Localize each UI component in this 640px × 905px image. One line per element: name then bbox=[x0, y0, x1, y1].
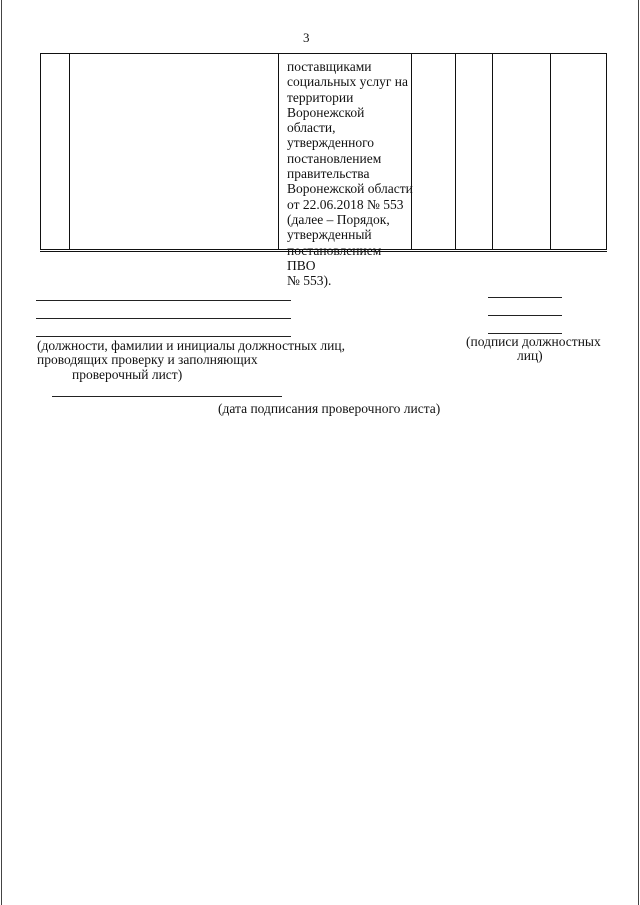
checklist-table-fragment bbox=[40, 53, 607, 289]
signature-blank-line bbox=[488, 297, 562, 298]
page-edge-left bbox=[1, 0, 2, 905]
table-column-divider bbox=[455, 54, 456, 249]
date-caption: (дата подписания проверочного листа) bbox=[218, 401, 441, 416]
signature-blank-line bbox=[488, 315, 562, 316]
table-column-divider bbox=[492, 54, 493, 249]
page-edge-right bbox=[638, 0, 639, 905]
requirement-cell-text: поставщиками социальных услуг на территории Воронежской области, утвержденного постановлением правительства Воронежской области от 22.06.2018 № 553 (далее – Порядок, утвержденный ПВО № 553). bbox=[287, 59, 413, 289]
table-column-divider bbox=[69, 54, 70, 249]
officials-blank-line bbox=[36, 318, 291, 319]
officials-caption-line3: проверочный лист) bbox=[72, 367, 183, 382]
table-column-divider bbox=[550, 54, 551, 249]
officials-blank-line bbox=[36, 336, 291, 337]
date-blank-line bbox=[52, 396, 282, 397]
page-number: 3 bbox=[303, 30, 310, 45]
table-column-divider bbox=[278, 54, 279, 249]
officials-caption-line2: проводящих проверку и заполняющих bbox=[37, 352, 258, 367]
officials-blank-line bbox=[36, 300, 291, 301]
officials-caption-line1: (должности, фамилии и инициалы должностных лиц, bbox=[37, 338, 345, 353]
signatures-caption-line1: (подписи должностных bbox=[466, 334, 601, 349]
signatures-caption-line2: лиц) bbox=[517, 348, 543, 363]
table-bottom-rule bbox=[40, 251, 607, 252]
